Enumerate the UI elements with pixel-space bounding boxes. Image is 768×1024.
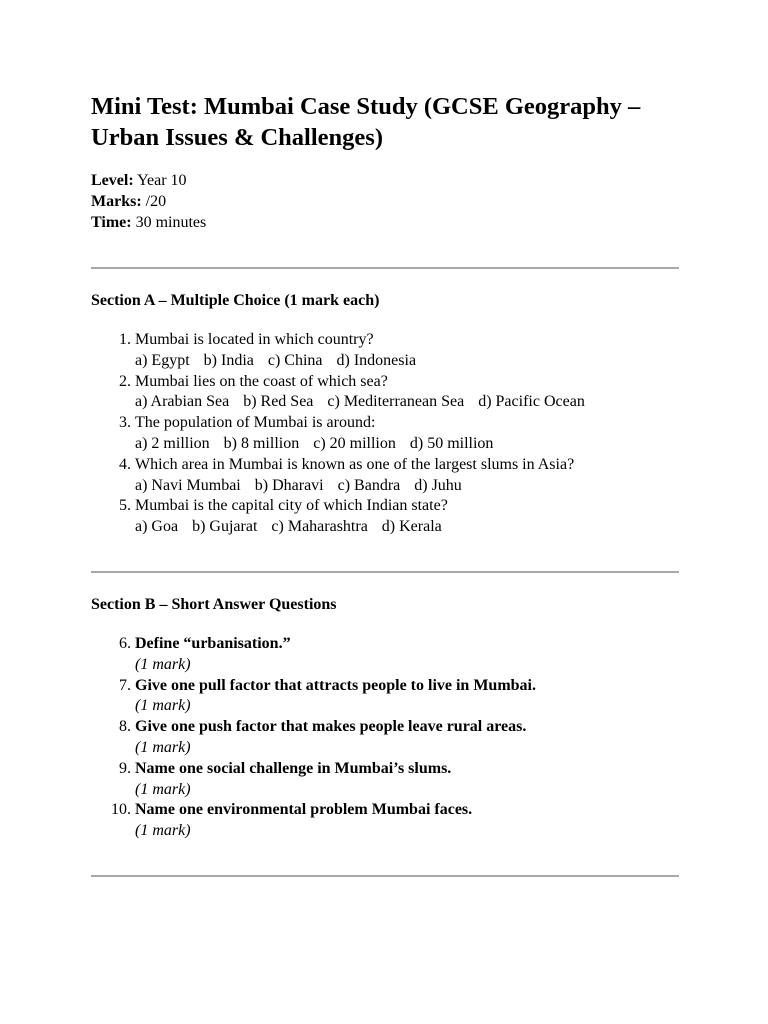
answer-options <box>135 351 585 372</box>
question-item <box>91 800 536 842</box>
question-text: Give one pull factor that attracts people to live in Mumbai. <box>135 676 536 694</box>
question-text: Give one push factor that makes people leave rural areas. <box>135 718 527 736</box>
time-line <box>91 212 206 233</box>
section-b-questions <box>91 634 536 842</box>
question-item <box>91 455 585 497</box>
divider-1 <box>91 267 679 269</box>
answer-option: a) Arabian Sea <box>135 393 230 411</box>
question-text: Mumbai lies on the coast of which sea? <box>135 372 388 390</box>
answer-option: c) China <box>267 351 323 369</box>
question-item <box>91 496 585 538</box>
question-number: 3. <box>119 414 131 432</box>
question-item <box>91 759 536 801</box>
level-label: Level: <box>91 172 134 189</box>
question-item <box>91 413 585 455</box>
level-value: Year 10 <box>137 172 187 189</box>
time-value: 30 minutes <box>135 214 207 231</box>
answer-option: b) Gujarat <box>192 518 258 536</box>
question-number: 8. <box>119 718 131 736</box>
question-text: Which area in Mumbai is known as one of the largest slums in Asia? <box>135 455 575 473</box>
answer-option: d) 50 million <box>409 434 494 452</box>
test-meta <box>91 170 206 233</box>
question-item <box>91 330 585 372</box>
question-number: 7. <box>119 676 131 694</box>
divider-2 <box>91 571 679 573</box>
question-text: The population of Mumbai is around: <box>135 414 376 432</box>
answer-option: a) Navi Mumbai <box>135 476 241 494</box>
section-a-questions <box>91 330 585 538</box>
answer-option: d) Pacific Ocean <box>478 393 585 411</box>
question-number: 5. <box>119 497 131 515</box>
question-item <box>91 717 536 759</box>
answer-options <box>135 476 585 497</box>
answer-option: c) Bandra <box>337 476 401 494</box>
answer-option: b) Red Sea <box>243 393 314 411</box>
page-title: Mini Test: Mumbai Case Study (GCSE Geography – Urban Issues & Challenges) <box>91 93 641 151</box>
answer-option: c) 20 million <box>313 434 396 452</box>
answer-option: b) 8 million <box>223 434 300 452</box>
question-number: 9. <box>119 759 131 777</box>
level-line <box>91 170 206 191</box>
question-text: Mumbai is the capital city of which Indian state? <box>135 497 448 515</box>
mark-allocation: (1 mark) <box>135 697 191 715</box>
question-item <box>91 372 585 414</box>
question-item <box>91 634 536 676</box>
mark-allocation: (1 mark) <box>135 655 191 673</box>
question-number: 10. <box>111 801 131 819</box>
answer-option: c) Maharashtra <box>271 518 368 536</box>
section-a-title: Section A – Multiple Choice (1 mark each) <box>91 292 380 309</box>
answer-options <box>135 434 585 455</box>
question-text: Define “urbanisation.” <box>135 635 291 652</box>
answer-option: d) Kerala <box>381 518 442 536</box>
answer-options <box>135 392 585 413</box>
question-text: Name one social challenge in Mumbai’s slums. <box>135 759 452 777</box>
mark-allocation: (1 mark) <box>135 822 191 840</box>
question-number: 6. <box>119 635 131 652</box>
section-b-title: Section B – Short Answer Questions <box>91 596 337 613</box>
question-text: Mumbai is located in which country? <box>135 331 374 348</box>
divider-3 <box>91 875 679 877</box>
answer-option: b) India <box>203 351 254 369</box>
answer-option: a) Egypt <box>135 351 190 369</box>
answer-option: d) Juhu <box>414 476 462 494</box>
mark-allocation: (1 mark) <box>135 738 191 756</box>
question-number: 2. <box>119 372 131 390</box>
mark-allocation: (1 mark) <box>135 780 191 798</box>
answer-option: b) Dharavi <box>254 476 324 494</box>
marks-line <box>91 191 206 212</box>
question-item <box>91 676 536 718</box>
marks-label: Marks: <box>91 193 142 210</box>
answer-option: d) Indonesia <box>336 351 417 369</box>
marks-value: /20 <box>145 193 167 210</box>
answer-options <box>135 517 585 538</box>
answer-option: a) Goa <box>135 518 179 536</box>
time-label: Time: <box>91 214 132 231</box>
question-number: 4. <box>119 455 131 473</box>
question-text: Name one environmental problem Mumbai faces. <box>135 801 473 819</box>
question-number: 1. <box>119 331 131 348</box>
answer-option: a) 2 million <box>135 434 210 452</box>
answer-option: c) Mediterranean Sea <box>327 393 465 411</box>
